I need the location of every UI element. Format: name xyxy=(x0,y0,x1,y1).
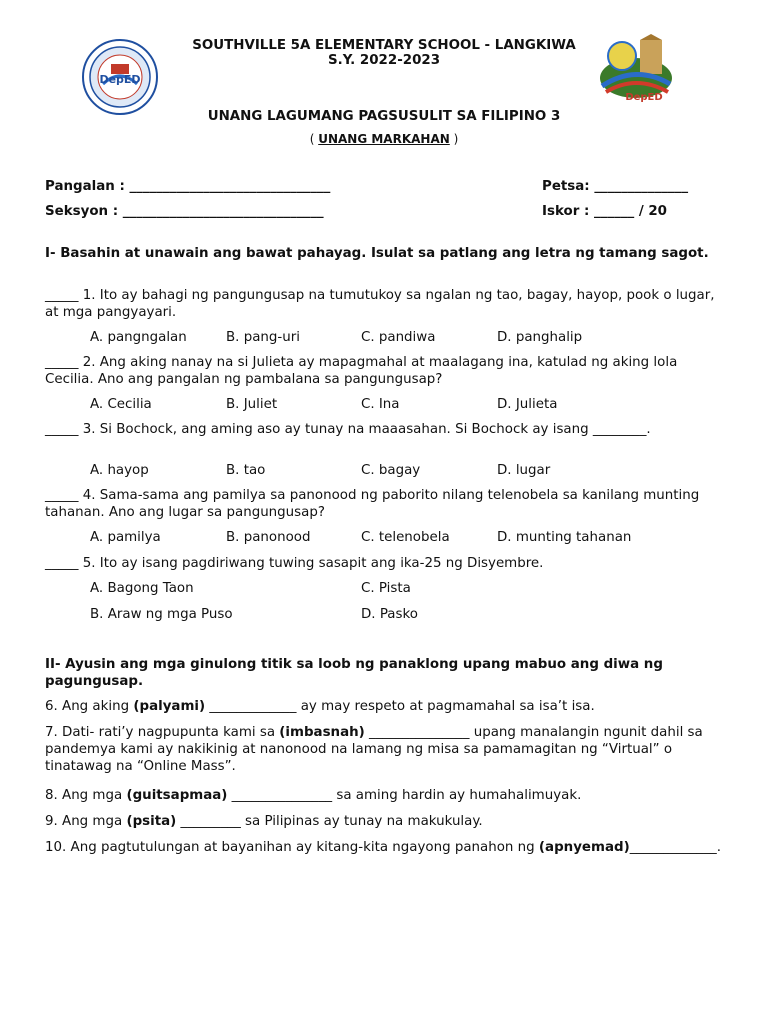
q5-option-a: A. Bagong Taon xyxy=(90,581,194,596)
question-2: _____ 2. Ang aking nanay na si Julieta ay mapagmahal at maalagang ina, katulad ng aking lola Cecilia. Ano ang pangalan ng pambalana sa pangungusap? xyxy=(45,355,678,387)
score-field: Iskor : ______ / 20 xyxy=(542,204,668,219)
q2-option-d: D. Julieta xyxy=(497,397,558,412)
question-8 xyxy=(45,787,725,804)
q9-scrambled-word: (psita) xyxy=(126,814,177,829)
q7-scrambled-word: (imbasnah) xyxy=(279,725,365,740)
quarter-close: ) xyxy=(449,132,459,146)
q8-text-end: _______________ sa aming hardin ay humahalimuyak. xyxy=(227,788,582,803)
svg-text:DepED: DepED xyxy=(99,73,141,86)
question-6 xyxy=(45,698,725,715)
svg-text:DepED: DepED xyxy=(625,92,663,102)
q9-text-start: 9. Ang mga xyxy=(45,814,127,829)
q2-option-b: B. Juliet xyxy=(226,397,278,412)
date-field: Petsa: ______________ xyxy=(542,179,689,194)
q1-option-b: B. pang-uri xyxy=(226,330,300,345)
q9-text-end: _________ sa Pilipinas ay tunay na makukulay. xyxy=(176,814,483,829)
question-3: _____ 3. Si Bochock, ang aming aso ay tunay na maaasahan. Si Bochock ay isang ________. xyxy=(45,422,651,437)
part1-instruction: I- Basahin at unawain ang bawat pahayag. Isulat sa patlang ang letra ng tamang sagot. xyxy=(45,246,709,261)
q1-option-d: D. panghalip xyxy=(497,330,583,345)
q4-option-b: B. panonood xyxy=(226,530,311,545)
q1-option-a: A. pangngalan xyxy=(90,330,187,345)
q8-scrambled-word: (guitsapmaa) xyxy=(126,788,228,803)
q5-option-d: D. Pasko xyxy=(361,607,418,622)
part2-instruction: II- Ayusin ang mga ginulong titik sa loob ng panaklong upang mabuo ang diwa ng pagungusap. xyxy=(45,657,663,689)
question-4: _____ 4. Sama-sama ang pamilya sa panonood ng paborito nilang telenobela sa kanilang munting tahanan. Ano ang lugar sa pangungusap? xyxy=(45,488,700,520)
q8-text-start: 8. Ang mga xyxy=(45,788,127,803)
q10-text-end: _____________. xyxy=(629,840,721,855)
q4-option-a: A. pamilya xyxy=(90,530,161,545)
q10-text-start: 10. Ang pagtutulungan at bayanihan ay kitang-kita ngayong panahon ng xyxy=(45,840,539,855)
exam-title: UNANG LAGUMANG PAGSUSULIT SA FILIPINO 3 xyxy=(207,109,561,124)
q4-option-d: D. munting tahanan xyxy=(497,530,632,545)
question-10 xyxy=(45,839,725,856)
q3-option-b: B. tao xyxy=(226,463,266,478)
quarter-line xyxy=(0,131,768,148)
q5-option-c: C. Pista xyxy=(361,581,411,596)
question-9 xyxy=(45,813,725,830)
q4-option-c: C. telenobela xyxy=(361,530,450,545)
school-name: SOUTHVILLE 5A ELEMENTARY SCHOOL - LANGKIWA xyxy=(192,38,576,53)
q1-option-c: C. pandiwa xyxy=(361,330,436,345)
school-year: S.Y. 2022-2023 xyxy=(327,53,441,68)
q3-option-a: A. hayop xyxy=(90,463,149,478)
question-7 xyxy=(45,724,725,775)
question-5: _____ 5. Ito ay isang pagdiriwang tuwing sasapit ang ika-25 ng Disyembre. xyxy=(45,556,544,571)
question-1: _____ 1. Ito ay bahagi ng pangungusap na tumutukoy sa ngalan ng tao, bagay, hayop, pook o lugar, at mga pangyayari. xyxy=(45,288,715,320)
q3-option-c: C. bagay xyxy=(361,463,421,478)
section-field: Seksyon : ______________________________ xyxy=(45,204,324,219)
q3-option-d: D. lugar xyxy=(497,463,551,478)
q5-option-b: B. Araw ng mga Puso xyxy=(90,607,233,622)
quarter-open: ( xyxy=(309,132,319,146)
q6-text-start: 6. Ang aking xyxy=(45,699,134,714)
q7-text-start: 7. Dati- rati’y nagpupunta kami sa xyxy=(45,725,280,740)
quarter-label: UNANG MARKAHAN xyxy=(318,132,450,146)
q2-option-a: A. Cecilia xyxy=(90,397,152,412)
q2-option-c: C. Ina xyxy=(361,397,400,412)
name-field: Pangalan : ______________________________ xyxy=(45,179,331,194)
q7-text-end: _______________ upang manalangin ngunit dahil sa pandemya kami ay nakikinig at nanonood na lamang ng misa sa pamamagitan ng “Virtual” o tinatawag na “Online Mass”. xyxy=(45,725,703,774)
q10-scrambled-word: (apnyemad) xyxy=(538,840,630,855)
q6-scrambled-word: (palyami) xyxy=(133,699,206,714)
q6-text-end: _____________ ay may respeto at pagmamahal sa isa’t isa. xyxy=(205,699,595,714)
